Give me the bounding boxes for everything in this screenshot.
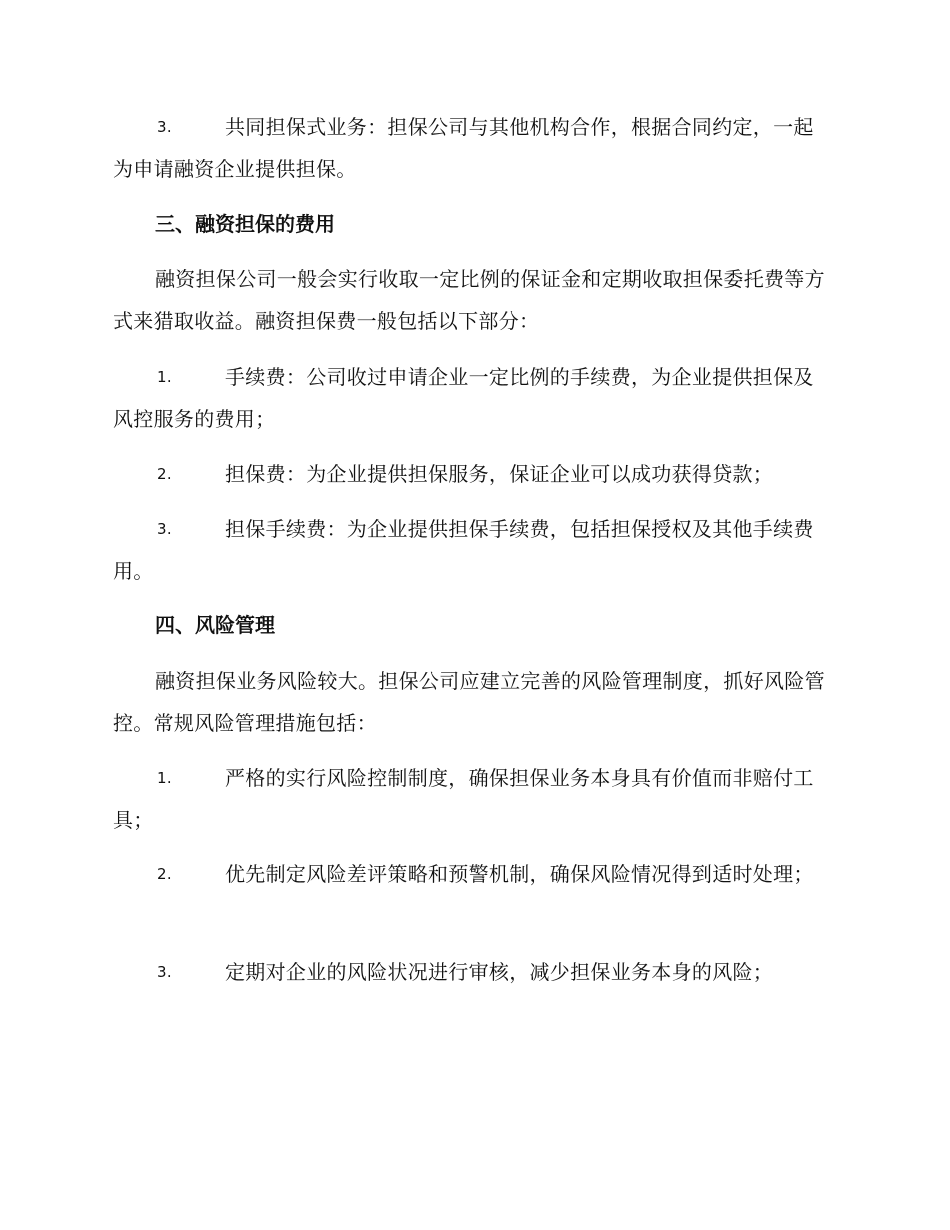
section-heading-fees: 三、融资担保的费用 <box>155 212 335 236</box>
list-number: 1. <box>157 769 172 787</box>
list-item-fee-1 <box>113 356 833 440</box>
list-item-risk-2 <box>113 853 833 895</box>
list-item-text: 优先制定风险差评策略和预警机制，确保风险情况得到适时处理； <box>225 862 814 886</box>
list-item-text: 手续费：公司收过申请企业一定比例的手续费，为企业提供担保及风控服务的费用； <box>113 365 814 431</box>
list-item-text: 共同担保式业务：担保公司与其他机构合作，根据合同约定，一起为申请融资企业提供担保。 <box>113 115 814 181</box>
list-item-risk-1 <box>113 757 833 841</box>
list-number: 2. <box>157 465 172 483</box>
list-number: 1. <box>157 368 172 386</box>
list-item-text: 严格的实行风险控制制度，确保担保业务本身具有价值而非赔付工具； <box>113 766 814 832</box>
list-item-text: 定期对企业的风险状况进行审核，减少担保业务本身的风险； <box>225 960 774 984</box>
list-item-fee-3 <box>113 508 833 592</box>
list-item-joint-guarantee <box>113 106 833 190</box>
list-item-text: 担保费：为企业提供担保服务，保证企业可以成功获得贷款； <box>225 462 774 486</box>
list-item-risk-3 <box>113 951 833 993</box>
list-number: 2. <box>157 865 172 883</box>
list-number: 3. <box>157 520 172 538</box>
paragraph-fees-intro: 融资担保公司一般会实行收取一定比例的保证金和定期收取担保委托费等方式来猎取收益。融资担保费一般包括以下部分： <box>113 267 825 333</box>
section-heading-risk: 四、风险管理 <box>155 613 275 637</box>
list-item-fee-2 <box>113 453 833 495</box>
list-item-text: 担保手续费：为企业提供担保手续费，包括担保授权及其他手续费用。 <box>113 517 814 583</box>
paragraph-risk-intro: 融资担保业务风险较大。担保公司应建立完善的风险管理制度，抓好风险管控。常规风险管理措施包括： <box>113 669 825 735</box>
list-number: 3. <box>157 118 172 136</box>
list-number: 3. <box>157 963 172 981</box>
